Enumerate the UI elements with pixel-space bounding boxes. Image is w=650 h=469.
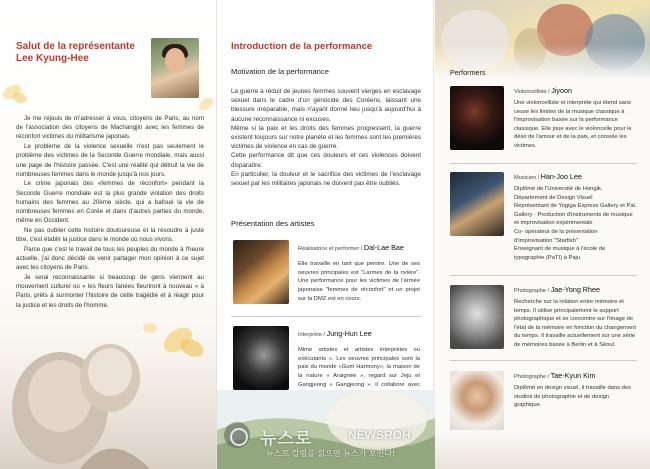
motivation-paragraph: En particulier, la douleur et le sacrifice des victimes de l'esclavage sexuel par les militaires japonais ne doivent pas être oubliés. [231,170,421,188]
greeting-paragraph: Le crime japonais des «femmes de réconfort» pendant la Seconde Guerre mondiale est la plus grande violation des droits humains des femmes au 20ème siècle, qui a bafoué la vie de nombreuses femmes en Corée et dans d'autres parties du monde, même en Occident. [16,180,204,225]
performer-bio: Une violoncelliste et interprète qui étend sans cesse les limites de la musique classique à l'improvisation basée sur la performance classique. Elle joue avec le violoncelle pour le désir de l'amour et de la paix, et console les victimes. [514,100,632,149]
greeting-paragraph: Je me réjouis de m'adresser à vous, citoyens de Paris, au nom de l'association des citoyens de Machangjin avec les femmes de réconfort victimes du militarisme japonais. [16,115,204,141]
landscape-illustration [217,390,435,469]
greeting-paragraph: Le problème de la violence sexuelle n'est pas seulement le problème des victimes de la Seconde Guerre mondiale, mais aussi une page de l'histoire passée. C'est une réalité qui détruit la vie de nombreuses femmes dans le monde jusqu'à nos jours. [16,143,204,178]
greeting-title: Salut de la représentante [16,41,135,52]
watermark-tagline: 뉴스로 칼럼을 읽으면 뉴스가 보인다! [266,449,396,458]
panel-greeting [0,0,216,469]
artist-bio: Elle travaille en tant que peintre. Une de ses oeuvres principales est "Larmes de la rivière". Une performance pour les victimes de l'armée japonaise "femmes de réconfort" et un projet sur la DMZ est en cours. [298,260,420,302]
grandmother-child-illustration [0,318,216,469]
artists-heading: Présentation des artistes [231,219,315,228]
motivation-paragraph: Même si la paix et les droits des femmes progressent, la guerre existent toujours sur notre planète et les femmes sont les premières victimes de violence en cas de guerre. [231,124,421,151]
greeting-paragraph: Je serai reconnaissante si beaucoup de gens viennent au mouvement culturel où « les fleurs fanées fleuriront à nouveau » à Paris, prêts à surmonter l'histoire de cette tragédie et à réagir pour la justice et les droits de l'homme. [16,273,204,309]
footer-wash [435,430,650,469]
representative-name: Lee Kyung-Hee [16,53,89,64]
watermark-brand: NEWSROH [348,428,411,442]
performer-bio: Recherche sur la relation entre mémoire et temps. Il utilise principalement le support photographique et se concentre sur l'image de l'état de la mémoire en fonction du changement du temps. Il travaille actuellement sur une série de mémoires basée à Berlin et à Séoul. [514,299,636,348]
performer-photo [450,371,504,435]
performer-role: Photographe / [514,288,551,294]
artist-role: Interprète / [298,332,327,338]
artist-name: Jung-Hun Lee [326,329,372,338]
motivation-text [231,87,421,188]
performer-photo [450,86,504,150]
performance-intro-title: Introduction de la performance [231,41,373,52]
divider [231,316,421,317]
performers-heading: Performers [450,68,486,77]
performer-photo [450,172,504,236]
representative-photo [151,38,199,98]
divider [450,275,637,276]
artist-photo [233,240,289,304]
performer-name: Jae-Yong Rhee [550,285,600,294]
performer-role: Musicien / [514,175,541,181]
artist-role: Réalisatrice et performer / [298,246,364,252]
greeting-text [16,114,204,310]
performer-name: Tae-Kyun Kim [550,371,596,380]
greeting-paragraph: Parce que c'est le travail de tous les peuples du monde à l'heure actuelle, j'ai donc décidé de venir partager mon opinion à ce sujet avec les citoyens de Paris. [16,245,204,272]
performer-photo [450,285,504,349]
performer-role: Violoncelliste / [514,89,552,95]
watermark-korean: 뉴스로 [260,429,313,449]
performer-name: Han-Joo Lee [540,172,582,181]
artist-photo [233,326,289,390]
divider [450,360,637,361]
motivation-heading: Motivation de la performance [231,67,329,76]
artist-name: Dal-Lae Bae [363,243,404,252]
artist-bio: Mime artistes et artistes interprètes ou exécutants ». Les oeuvres principales sont la paix du monde «Gum Harmony», la maison de la nature « Araignée », regard sur Jeju et Gangjeong « Gangjeong ». Il collabore avec [298,346,420,388]
performer-bio: Diplômé de l'Université de Hongik, Département de Design Visuel Représentant de Yogiga Express Gallery et Pal. Gallery · Production d'instruments de musique et improvisation expérimentale Co- opérateur de la présentation d'improvisation "Starfish" Enseignant de musique à l'école de typographie (PaTI) à Paju [514,186,637,261]
motivation-paragraph: Cette performance dit que ces douleurs et ces violences doivent disparaître. [231,152,421,169]
greeting-paragraph: Ne pas oublier cette histoire douloureuse et la résoudre à juste titre, c'est établir la justice dans le monde où nous vivons. [16,226,204,244]
divider [450,163,637,164]
performer-role: Photographe / [514,374,551,380]
motivation-paragraph: La guerre a réduit de jeunes femmes souvent vierges en esclavage sexuel dans le cadre d'un génocide des Coréens, laissant une blessure irréparable, mais n'ayant donné lieu jusqu'à aujourd'hui à aucune reconnaissance ni excuses. [231,88,421,123]
performer-bio: Diplômé en design visuel, il travaille dans des studios de photographie et de design graphique. [514,385,631,409]
performer-name: Jiyoon [551,86,572,95]
